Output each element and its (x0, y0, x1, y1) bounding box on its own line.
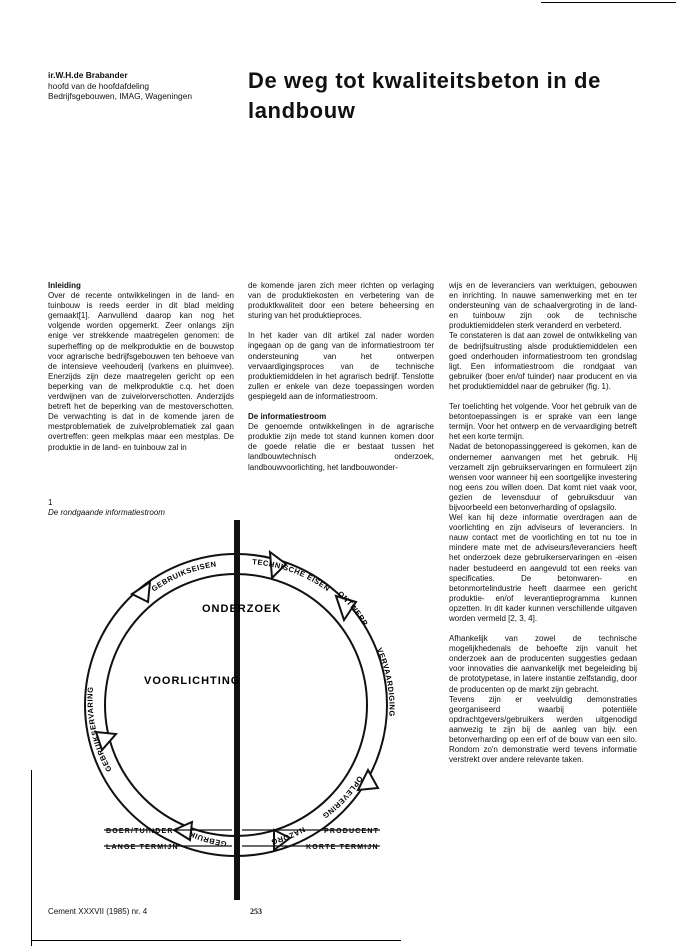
label-gebruik: GEBRUIK (187, 829, 228, 849)
page-number: 253 (250, 907, 262, 916)
author-block (48, 70, 192, 102)
article-title: De weg tot kwaliteitsbeton in de landbouw (248, 68, 601, 123)
section-heading-informatiestroom: De informatiestroom (248, 412, 327, 422)
top-rule (541, 2, 676, 3)
author-name: ir.W.H.de Brabander (48, 70, 128, 80)
paragraph: In het kader van dit artikel zal nader worden ingegaan op de gang van de informatiestroom ter ondersteuning van het ontwerpen vervaardigingsproces van de technische produktiemiddelen in het agrarisch bedrijf. Tenslotte zullen er enkele van deze toepassingen worden gespiegeld aan de informatiestroom. (248, 331, 434, 401)
label-ontwerp: ONTWERP (336, 589, 370, 628)
label-nazorg: NAZORG (269, 824, 307, 847)
label-producent: PRODUCENT (324, 828, 380, 835)
figure-number: 1 (48, 498, 53, 507)
column-2 (248, 281, 434, 473)
paragraph: De genoemde ontwikkelingen in de agrarische produktie zijn mede tot stand kunnen komen door de goede relatie die er bestaat tussen het landbouwtechnisch onderzoek, landbouwvoorlichting, het landbouwonder- (248, 422, 434, 472)
author-dept: Bedrijfsgebouwen, IMAG, Wageningen (48, 91, 193, 101)
paragraph: de komende jaren zich meer richten op verlaging van de produktiekosten en verbetering van de produktkwaliteit door een betere beheersing en sturing van het produktieproces. (248, 281, 434, 321)
label-onderzoek: ONDERZOEK (202, 603, 282, 615)
section-heading-inleiding: Inleiding (48, 281, 81, 290)
paragraph: Te constateren is dat aan zowel de ontwikkeling van de bedrijfsuitrusting alsde produktiemiddelen een goed onderhouden informatiestroom ten grondslag ligt. Een informatiestroom die rondgaat van gebruiker (boer en/of tuinder) naar producent en via het produktiemiddel naar de gebruiker (fig. 1). (449, 331, 637, 391)
label-lange-termijn: LANGE TERMIJN (106, 844, 179, 851)
figure-caption-text: De rondgaande informatiestroom (48, 508, 165, 517)
paragraph: Nadat de betonopassinggereed is gekomen, kan de ondernemer aanvangen met het gebruik. Hij verzamelt zijn gebruikservaringen en formuleert zijn wensen voor wanneer hij een soortgelijke investering nog eens zou willen doen. Dat komt niet vaak voor, gezien de levensduur of gebruiksduur van bijvoorbeeld een betonverharding of opslagsilo. (449, 442, 637, 512)
label-technische-eisen: TECHNISCHE EISEN (251, 557, 332, 594)
author-role: hoofd van de hoofdafdeling (48, 80, 150, 91)
bottom-rule (31, 940, 401, 941)
label-gebruikseisen: GEBRUIKSEISEN (149, 559, 218, 594)
label-vervaardiging: VERVAARDIGING (374, 646, 397, 717)
paragraph: Wel kan hij deze informatie overdragen aan de voorlichting en zijn adviseurs of leveranciers. In nauw contact met de voorlichting en tot nu toe in mindere mate met de adviseurs/leveranciers heeft het onderzoek deze gebruikerservaringen en -eisen nader bestudeerd en aangevuld tot een reeks van specificaties. De betonwaren- en betonmortelindustrie heeft daarmee een gericht produktie- en/of leverantieprogramma kunnen opzetten. In dit kader kunnen verschillende uitgaven worden vermeld [2, 3, 4]. (449, 513, 637, 623)
figure-caption (48, 498, 165, 518)
label-boer-tuinder: BOER/TUINDER (106, 828, 174, 835)
information-cycle-diagram (40, 520, 440, 900)
left-margin-rule (31, 770, 32, 946)
label-gebruikservaring: GEBRUIKSERVARING (85, 686, 114, 774)
label-oplevering: OPLEVERING (320, 774, 365, 821)
paragraph: Tevens zijn er veelvuldig demonstraties georganiseerd waarbij potentiële opdrachtgevers/gebruikers werden uitgenodigd aanwezig te zijn bij de aanleg van bijv. een betonverharding op een erf of de bouw van een silo. Rondom zo'n demonstratie werd tevens informatie verstrekt over andere relevante taken. (449, 694, 637, 765)
paragraph: wijs en de leveranciers van werktuigen, gebouwen en inrichting. In nauwe samenwerking met en ter ondersteuning van de schaalvergroting in de land- en tuinbouw zijn ook de technische produktiemiddelen sterk veranderd en verbeterd. (449, 281, 637, 331)
column-3 (449, 281, 637, 765)
footer-journal: Cement XXXVII (1985) nr. 4 (48, 907, 148, 916)
center-divider (234, 520, 240, 900)
paragraph: Ter toelichting het volgende. Voor het gebruik van de betontoepassingen is er sprake van een lange termijn. Voor het ontwerp en de vervaardiging betreft het een korte termijn. (449, 402, 637, 442)
column-1 (48, 281, 234, 453)
label-voorlichting: VOORLICHTING (144, 675, 241, 687)
paragraph: Afhankelijk van zowel de technische mogelijkhedenals de behoefte zijn vanuit het onderzoek aan de producenten suggesties gedaan voor innovaties die aanvankelijk met begeleiding bij de prototypetase, in latere instantie zelfstandig, door de producenten op de markt zijn gebracht. (449, 634, 637, 694)
paragraph: Over de recente ontwikkelingen in de land- en tuinbouw is reeds eerder in dit blad melding gemaakt[1]. Aanvullend daarop kan nog het volgende worden opgemerkt. Zeer onlangs zijn enige ver strekkende maatregelen genomen: de superheffing op de melkproduktie en de bouwstop voor agrarische bedrijfsgebouwen ten behoeve van de intensieve veehouderij (varkens en pluimvee). Enerzijds zijn deze maatregelen gericht op een beperking van de melkproduktie c.q. het doen verdwijnen van de zuivelorverschotten. Anderzijds betreft het de beperking van de mestoverschotten. De verwachting is dat in de komende jaren de mestproblematiek de zuivelproblematiek zal gaan overtreffen: geen melkplas maar een mestplas. De produktie in de land- en tuinbouw zal in (48, 291, 234, 452)
label-korte-termijn: KORTE TERMIJN (306, 844, 379, 851)
